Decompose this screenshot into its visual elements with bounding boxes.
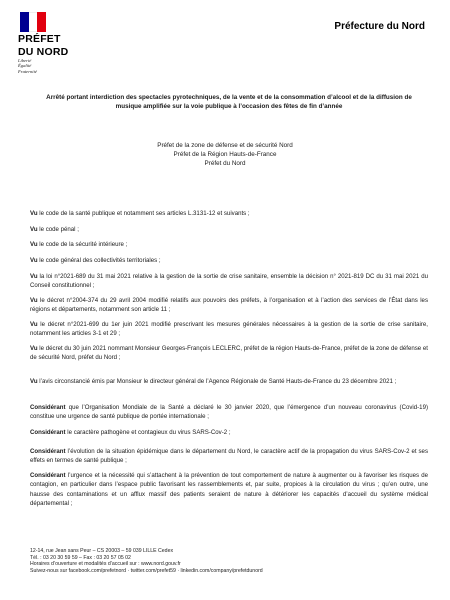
footer-line: 12-14, rue Jean sans Peur – CS 20003 – 59 039 LILLE Cedex: [30, 548, 174, 554]
footer-address: [30, 548, 410, 574]
clause: Considérant que l’Organisation Mondiale de la Santé a déclaré le 30 janvier 2020, que l’émergence d’un nouveau coronavirus (Covid-19) constitue une urgence de santé publique de portée internationale ;: [30, 404, 428, 421]
authority-line: Préfet de la Région Hauts-de-France: [173, 150, 277, 158]
authority-block: [100, 142, 350, 168]
document-title: Arrêté portant interdiction des spectacles pyrotechniques, de la vente et de la consommation d’alcool et de la diffusion de musique amplifiée sur la voie publique à l’occasion des fêtes de fin d’année: [46, 94, 412, 110]
logo-marianne: [18, 12, 78, 74]
footer-line: Suivez-nous sur facebook.com/prefetnord · twitter.com/prefet59 · linkedin.com/company/prefetdunord: [30, 567, 263, 574]
prefecture-name: Préfecture du Nord: [334, 21, 425, 32]
motto-line: Fraternité: [18, 68, 37, 74]
logo-title-line1: PRÉFET: [18, 33, 61, 45]
clause: Vu l’avis circonstancié émis par Monsieur le directeur général de l’Agence Régionale de Santé Hauts-de-France du 23 décembre 2021 ;: [30, 378, 397, 385]
clause: Considérant le caractère pathogène et contagieux du virus SARS-Cov-2 ;: [30, 429, 231, 436]
authority-line: Préfet du Nord: [204, 159, 246, 167]
motto: [18, 58, 78, 74]
clause: Considérant l’urgence et la nécessité qui s’attachent à la prévention de tout comportement de nature à augmenter ou à favoriser les risques de contagion, en particulier dans l’espace public favorisant les rassemblements et, par suite, propices à la circulation du virus ; qu’en outre, une hausse des contaminations et un afflux massif des patients seraient de nature à détériorer les capacités d’accueil du système médical départemental ;: [30, 472, 428, 507]
clause: Vu le décret n°2004-374 du 29 avril 2004 modifié relatifs aux pouvoirs des préfets, à l’organisation et à l’action des services de l’État dans les régions et départements, notamment son article 11 ;: [30, 297, 428, 314]
clause: Vu le décret n°2021-699 du 1er juin 2021 modifié prescrivant les mesures générales nécessaires à la gestion de la sortie de crise sanitaire, notamment les articles 3-1 et 29 ;: [30, 321, 428, 338]
motto-line: Liberté: [18, 58, 32, 63]
footer-line: Horaires d’ouverture et modalités d’accueil sur : www.nord.gouv.fr: [30, 561, 181, 568]
republic-flag-icon: [20, 12, 46, 32]
motto-line: Égalité: [18, 63, 32, 69]
authority-line: Préfet de la zone de défense et de sécurité Nord: [157, 142, 293, 149]
logo-title-line2: DU NORD: [18, 45, 69, 58]
clause: Vu le code pénal ;: [30, 226, 79, 233]
clause: Vu la loi n°2021-689 du 31 mai 2021 relative à la gestion de la sortie de crise sanitaire, ensemble la décision n° 2021-819 DC du 31 mai 2021 du Conseil constitutionnel ;: [30, 273, 428, 290]
footer-line: Tél. : 03 20 30 59 59 – Fax : 03 20 57 05 02: [30, 554, 131, 561]
clause: Vu le décret du 30 juin 2021 nommant Monsieur Georges-François LECLERC, préfet de la région Hauts-de-France, préfet de la zone de défense et de sécurité Nord, préfet du Nord ;: [30, 345, 428, 362]
clause: Vu le code de la santé publique et notamment ses articles L.3131-12 et suivants ;: [30, 210, 250, 217]
clause: Considérant l’évolution de la situation épidémique dans le département du Nord, le caractère actif de la propagation du virus SARS-Cov-2 et ses effets en termes de santé publique ;: [30, 448, 428, 465]
clause: Vu le code général des collectivités territoriales ;: [30, 257, 161, 264]
clause: Vu le code de la sécurité intérieure ;: [30, 241, 128, 248]
